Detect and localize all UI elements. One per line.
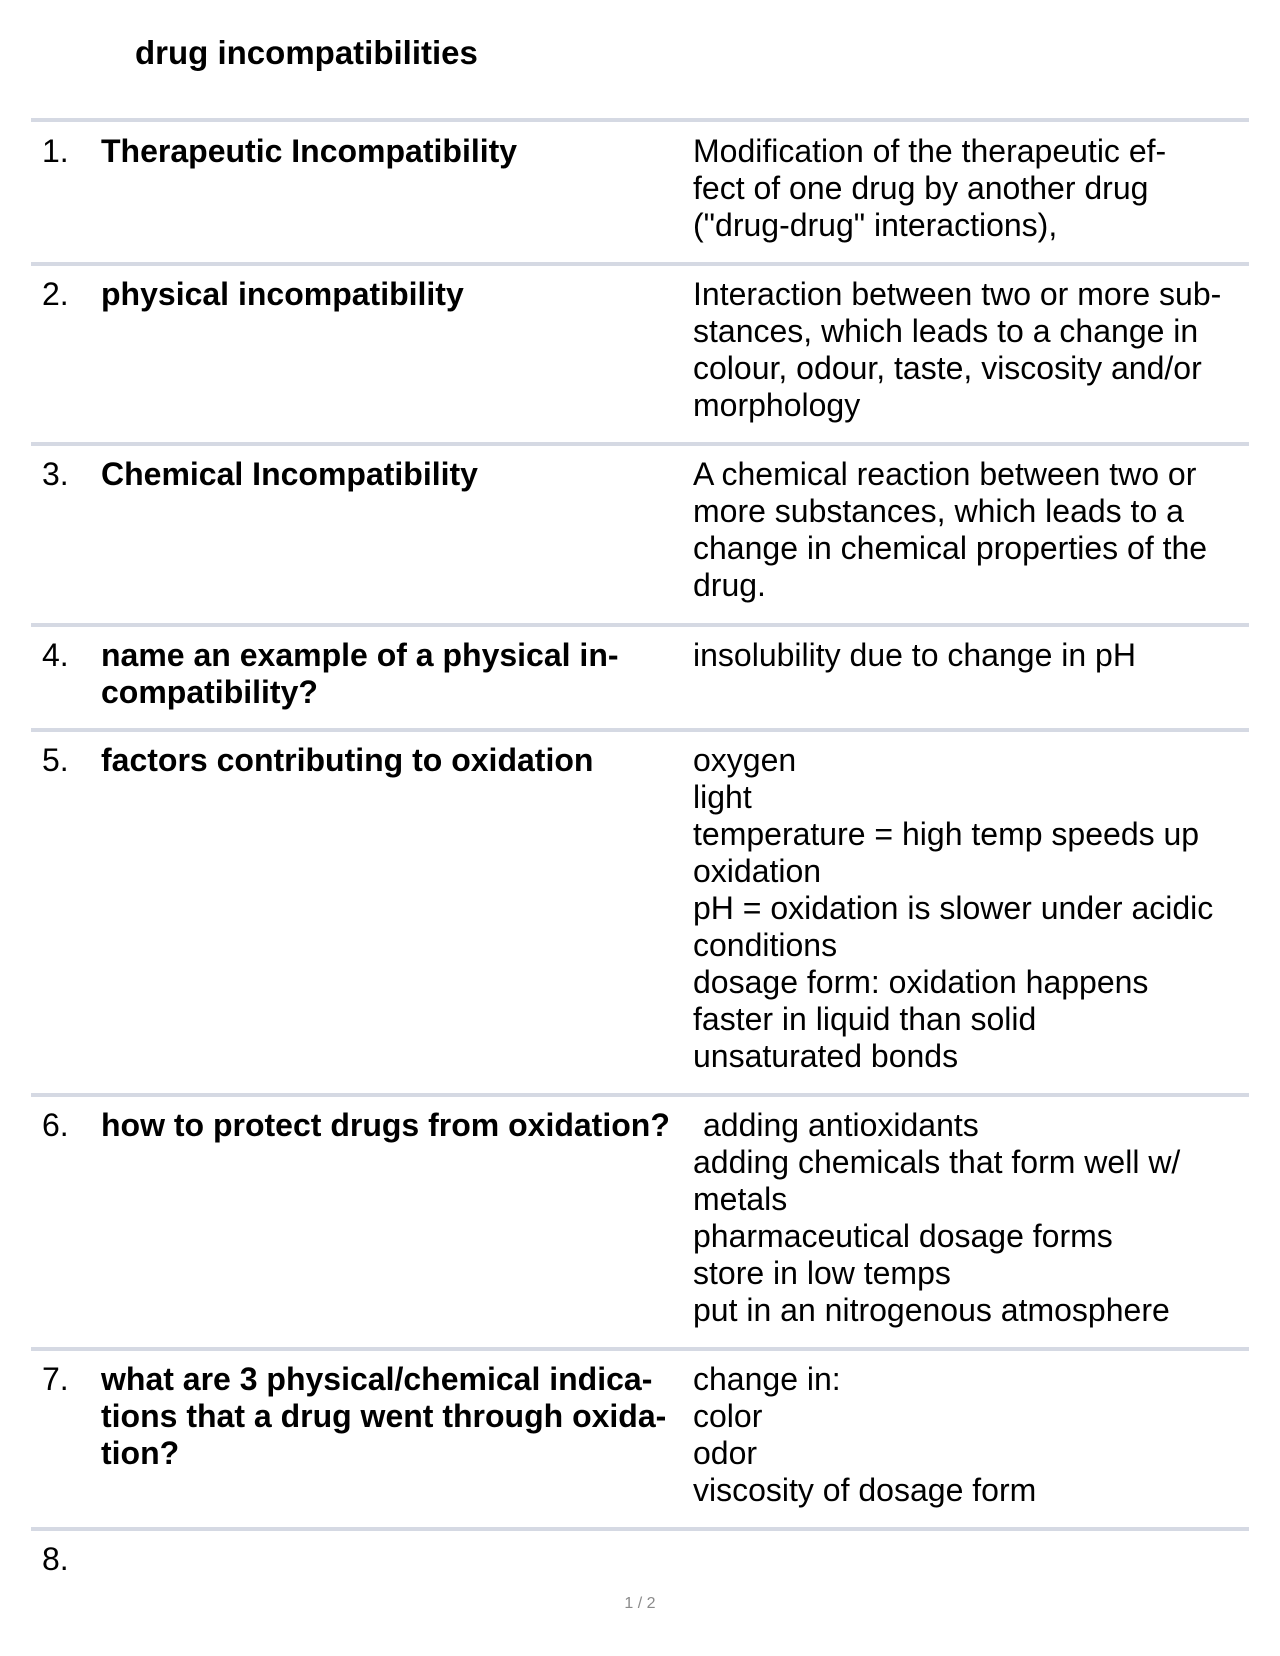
definition-line: drug. — [693, 567, 766, 603]
definition-line: change in: — [693, 1361, 841, 1397]
definition-line: color — [693, 1398, 763, 1434]
card-number: 1. — [42, 133, 69, 169]
definition-line: colour, odour, taste, viscosity and/or — [693, 350, 1202, 386]
card-term — [101, 1107, 701, 1144]
divider — [31, 442, 1249, 446]
definition-line: faster in liquid than solid — [693, 1001, 1037, 1037]
definition-line: conditions — [693, 927, 838, 963]
definition-line: insolubility due to change in pH — [693, 637, 1136, 673]
divider — [31, 1093, 1249, 1097]
term-line: Chemical Incompatibility — [101, 456, 478, 492]
definition-line: put in an nitrogenous atmosphere — [693, 1292, 1170, 1328]
card-number: 3. — [42, 456, 69, 492]
term-line: tion? — [101, 1435, 180, 1471]
term-line: how to protect drugs from oxidation? — [101, 1107, 670, 1143]
definition-line: A chemical reaction between two or — [693, 456, 1197, 492]
card-number: 5. — [42, 742, 69, 778]
divider — [31, 262, 1249, 266]
card-term — [101, 133, 701, 170]
term-line: physical incompatibility — [101, 276, 464, 312]
divider — [31, 728, 1249, 732]
divider — [31, 1527, 1249, 1531]
page-indicator: 1 / 2 — [624, 1595, 656, 1612]
card-number: 6. — [42, 1107, 69, 1143]
definition-line: temperature = high temp speeds up — [693, 816, 1200, 852]
card-term — [101, 276, 701, 313]
term-line: compatibility? — [101, 674, 318, 710]
card-definition — [693, 456, 1253, 604]
definition-line: change in chemical properties of the — [693, 530, 1208, 566]
card-term — [101, 1361, 701, 1472]
definition-line: adding antioxidants — [703, 1107, 979, 1143]
term-line: name an example of a physical in- — [101, 637, 619, 673]
definition-line: Modification of the therapeutic ef- — [693, 133, 1167, 169]
definition-line: store in low temps — [693, 1255, 951, 1291]
card-definition — [693, 637, 1253, 674]
divider — [31, 1347, 1249, 1351]
definition-line: viscosity of dosage form — [693, 1472, 1037, 1508]
card-term — [101, 637, 701, 711]
term-line: Therapeutic Incompatibility — [101, 133, 518, 169]
definition-line: pH = oxidation is slower under acidic — [693, 890, 1214, 926]
definition-line: oxidation — [693, 853, 822, 889]
card-number: 7. — [42, 1361, 69, 1397]
definition-line: fect of one drug by another drug — [693, 170, 1149, 206]
definition-line: Interaction between two or more sub- — [693, 276, 1222, 312]
card-number: 2. — [42, 276, 69, 312]
card-number: 8. — [42, 1541, 69, 1577]
term-line: what are 3 physical/chemical indica- — [101, 1361, 653, 1397]
definition-line: pharmaceutical dosage forms — [693, 1218, 1113, 1254]
term-line: factors contributing to oxidation — [101, 742, 594, 778]
card-definition — [693, 133, 1253, 244]
term-line: tions that a drug went through oxida- — [101, 1398, 667, 1434]
divider — [31, 118, 1249, 122]
definition-line: light — [693, 779, 752, 815]
definition-line: ("drug-drug" interactions), — [693, 207, 1058, 243]
divider — [31, 623, 1249, 627]
card-term — [101, 456, 701, 493]
card-definition — [693, 1107, 1253, 1329]
definition-line: stances, which leads to a change in — [693, 313, 1199, 349]
definition-line: odor — [693, 1435, 758, 1471]
card-definition — [693, 742, 1253, 1075]
definition-line: unsaturated bonds — [693, 1038, 959, 1074]
page-title: drug incompatibilities — [135, 34, 478, 71]
definition-line: dosage form: oxidation happens — [693, 964, 1149, 1000]
definition-line: more substances, which leads to a — [693, 493, 1184, 529]
definition-line: morphology — [693, 387, 861, 423]
card-definition — [693, 276, 1253, 424]
card-definition — [693, 1361, 1253, 1509]
definition-line: adding chemicals that form well w/ — [693, 1144, 1181, 1180]
card-number: 4. — [42, 637, 69, 673]
definition-line: metals — [693, 1181, 788, 1217]
definition-line: oxygen — [693, 742, 797, 778]
card-term — [101, 742, 701, 779]
